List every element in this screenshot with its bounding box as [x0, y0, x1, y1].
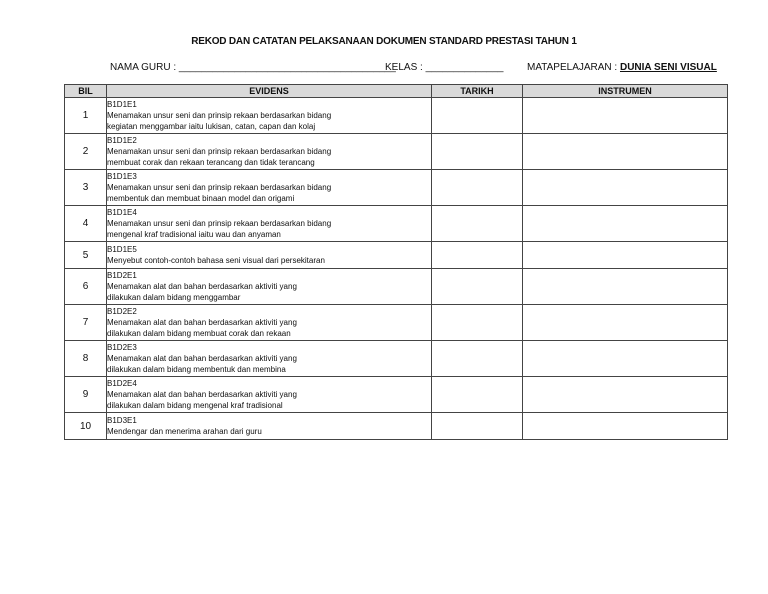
- evidence-text-line: Menamakan unsur seni dan prinsip rekaan berdasarkan bidang: [107, 147, 332, 156]
- class-field: KELAS : ______________: [385, 62, 504, 73]
- table-row: [65, 341, 728, 377]
- evidence-code: B1D2E3: [107, 343, 137, 352]
- table-row: [65, 269, 728, 305]
- date-cell[interactable]: [432, 413, 523, 440]
- evidence-text-line: Menamakan alat dan bahan berdasarkan aktiviti yang: [107, 318, 297, 327]
- instrument-cell[interactable]: [523, 377, 728, 413]
- table-row: [65, 242, 728, 269]
- row-number: 1: [65, 98, 107, 134]
- evidence-cell: [107, 377, 432, 413]
- evidence-cell: [107, 242, 432, 269]
- date-cell[interactable]: [432, 206, 523, 242]
- evidence-code: B1D1E4: [107, 208, 137, 217]
- evidence-text-line: Mendengar dan menerima arahan dari guru: [107, 427, 262, 436]
- evidence-text-line: kegiatan menggambar iaitu lukisan, catan, capan dan kolaj: [107, 122, 316, 131]
- row-number: 9: [65, 377, 107, 413]
- header-bil: BIL: [65, 85, 107, 98]
- instrument-cell[interactable]: [523, 206, 728, 242]
- evidence-text-line: membuat corak dan rekaan terancang dan tidak terancang: [107, 158, 315, 167]
- instrument-cell[interactable]: [523, 269, 728, 305]
- instrument-cell[interactable]: [523, 98, 728, 134]
- evidence-code: B1D1E3: [107, 172, 137, 181]
- date-cell[interactable]: [432, 377, 523, 413]
- date-cell[interactable]: [432, 269, 523, 305]
- evidence-code: B1D1E1: [107, 100, 137, 109]
- table-row: [65, 206, 728, 242]
- evidence-text-line: membentuk dan membuat binaan model dan origami: [107, 194, 295, 203]
- instrument-cell[interactable]: [523, 305, 728, 341]
- evidence-text-line: dilakukan dalam bidang membuat corak dan rekaan: [107, 329, 291, 338]
- subject-field: [527, 62, 717, 73]
- evidence-text-line: Menyebut contoh-contoh bahasa seni visual dari persekitaran: [107, 256, 325, 265]
- date-cell[interactable]: [432, 170, 523, 206]
- instrument-cell[interactable]: [523, 413, 728, 440]
- instrument-cell[interactable]: [523, 134, 728, 170]
- table-row: [65, 98, 728, 134]
- date-cell[interactable]: [432, 305, 523, 341]
- instrument-cell[interactable]: [523, 341, 728, 377]
- evidence-text-line: dilakukan dalam bidang menggambar: [107, 293, 241, 302]
- evidence-code: B1D2E1: [107, 271, 137, 280]
- header-instrumen: INSTRUMEN: [523, 85, 728, 98]
- row-number: 4: [65, 206, 107, 242]
- evidence-text-line: Menamakan alat dan bahan berdasarkan aktiviti yang: [107, 282, 297, 291]
- evidence-code: B1D2E4: [107, 379, 137, 388]
- row-number: 10: [65, 413, 107, 440]
- evidence-text-line: dilakukan dalam bidang membentuk dan membina: [107, 365, 286, 374]
- teacher-name-field: NAMA GURU : _______________________________________: [110, 62, 396, 73]
- evidence-code: B1D3E1: [107, 416, 137, 425]
- table-row: [65, 170, 728, 206]
- subject-value: DUNIA SENI VISUAL: [619, 62, 717, 73]
- evidence-text-line: dilakukan dalam bidang mengenal kraf tradisional: [107, 401, 283, 410]
- evidence-cell: [107, 413, 432, 440]
- evidence-cell: [107, 134, 432, 170]
- row-number: 3: [65, 170, 107, 206]
- evidence-record-table: [64, 84, 728, 440]
- table-header-row: [65, 85, 728, 98]
- evidence-cell: [107, 305, 432, 341]
- row-number: 2: [65, 134, 107, 170]
- date-cell[interactable]: [432, 134, 523, 170]
- instrument-cell[interactable]: [523, 170, 728, 206]
- subject-label: MATAPELAJARAN :: [527, 62, 620, 73]
- header-tarikh: TARIKH: [432, 85, 523, 98]
- row-number: 8: [65, 341, 107, 377]
- evidence-cell: [107, 269, 432, 305]
- table-row: [65, 413, 728, 440]
- evidence-code: B1D1E5: [107, 245, 137, 254]
- document-title: REKOD DAN CATATAN PELAKSANAAN DOKUMEN STANDARD PRESTASI TAHUN 1: [191, 36, 577, 47]
- row-number: 7: [65, 305, 107, 341]
- evidence-code: B1D2E2: [107, 307, 137, 316]
- evidence-cell: [107, 341, 432, 377]
- date-cell[interactable]: [432, 341, 523, 377]
- evidence-text-line: Menamakan unsur seni dan prinsip rekaan berdasarkan bidang: [107, 183, 332, 192]
- instrument-cell[interactable]: [523, 242, 728, 269]
- evidence-cell: [107, 98, 432, 134]
- table-row: [65, 377, 728, 413]
- evidence-text-line: mengenal kraf tradisional iaitu wau dan anyaman: [107, 230, 281, 239]
- header-evidens: EVIDENS: [107, 85, 432, 98]
- evidence-text-line: Menamakan alat dan bahan berdasarkan aktiviti yang: [107, 354, 297, 363]
- table-row: [65, 305, 728, 341]
- evidence-cell: [107, 170, 432, 206]
- date-cell[interactable]: [432, 98, 523, 134]
- evidence-text-line: Menamakan alat dan bahan berdasarkan aktiviti yang: [107, 390, 297, 399]
- row-number: 6: [65, 269, 107, 305]
- evidence-text-line: Menamakan unsur seni dan prinsip rekaan berdasarkan bidang: [107, 219, 332, 228]
- evidence-text-line: Menamakan unsur seni dan prinsip rekaan berdasarkan bidang: [107, 111, 332, 120]
- date-cell[interactable]: [432, 242, 523, 269]
- evidence-code: B1D1E2: [107, 136, 137, 145]
- evidence-cell: [107, 206, 432, 242]
- table-row: [65, 134, 728, 170]
- row-number: 5: [65, 242, 107, 269]
